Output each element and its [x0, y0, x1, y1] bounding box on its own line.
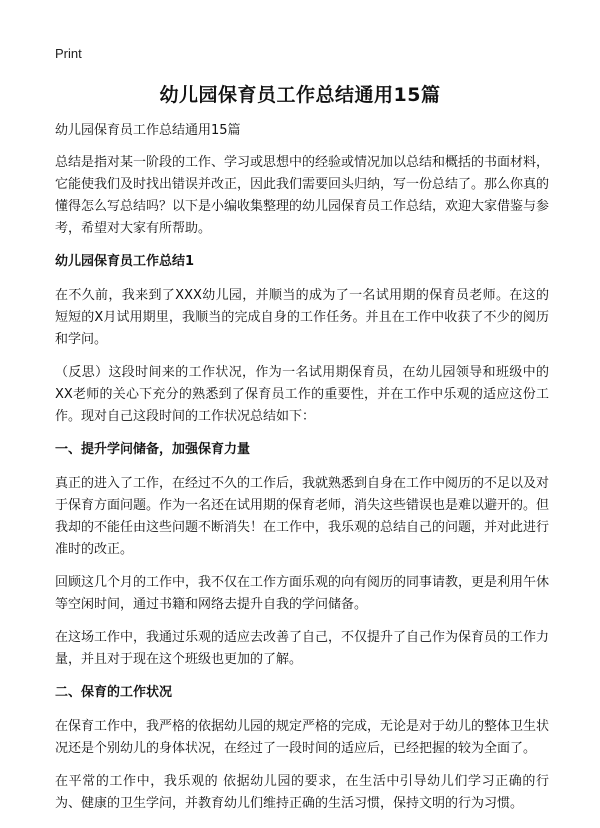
paragraph: （反思）这段时间来的工作状况，作为一名试用期保育员，在幼儿园领导和班级中的XX老师的关心下充分的熟悉到了保育员工作的重要性，并在工作中乐观的适应这份工作。现对自己这段时间的工作状况总结如下： — [55, 365, 549, 424]
intro-paragraph: 总结是指对某一阶段的工作、学习或思想中的经验或情况加以总结和概括的书面材料，它能使我们及时找出错误并改正，因此我们需要回头归纳，写一份总结了。那么你真的懂得怎么写总结吗？以下是小编收集整理的幼儿园保育员工作总结，欢迎大家借鉴与参考，希望对大家有所帮助。 — [55, 155, 550, 236]
print-link[interactable]: Print — [55, 46, 82, 61]
document-body — [55, 120, 549, 826]
paragraph: 回顾这几个月的工作中，我不仅在工作方面乐观的向有阅历的同事请教，更是利用午休等空闲时间，通过书籍和网络去提升自我的学问储备。 — [55, 575, 550, 612]
paragraph: 真正的进入了工作，在经过不久的工作后，我就熟悉到自身在工作中阅历的不足以及对于保育方面问题。作为一名还在试用期的保育老师，消失这些错误也是难以避开的。但我却的不能任由这些问题不断消失！在工作中，我乐观的总结自己的问题，并对此进行准时的改正。 — [55, 476, 550, 557]
subsection-heading: 二、保育的工作状况 — [55, 685, 173, 700]
paragraph: 在保育工作中，我严格的依据幼儿园的规定严格的完成，无论是对于幼儿的整体卫生状况还是个别幼儿的身体状况，在经过了一段时间的适应后，已经把握的较为全面了。 — [55, 719, 550, 756]
document-subtitle: 幼儿园保育员工作总结通用15篇 — [55, 123, 241, 138]
page-title: 幼儿园保育员工作总结通用15篇 — [159, 84, 441, 106]
section-heading: 幼儿园保育员工作总结1 — [55, 254, 195, 269]
paragraph: 在这场工作中，我通过乐观的适应去改善了自己，不仅提升了自己作为保育员的工作力量，并且对于现在这个班级也更加的了解。 — [55, 630, 550, 667]
paragraph: 在平常的工作中，我乐观的 依据幼儿园的要求，在生活中引导幼儿们学习正确的行为、健康的卫生学问，并教育幼儿们维持正确的生活习惯，保持文明的行为习惯。 — [55, 774, 549, 811]
paragraph: 在不久前，我来到了XXX幼儿园，并顺当的成为了一名试用期的保育员老师。在这的短短的X月试用期里，我顺当的完成自身的工作任务。并且在工作中收获了不少的阅历和学问。 — [55, 288, 549, 347]
subsection-heading: 一、提升学问储备，加强保育力量 — [55, 442, 251, 457]
